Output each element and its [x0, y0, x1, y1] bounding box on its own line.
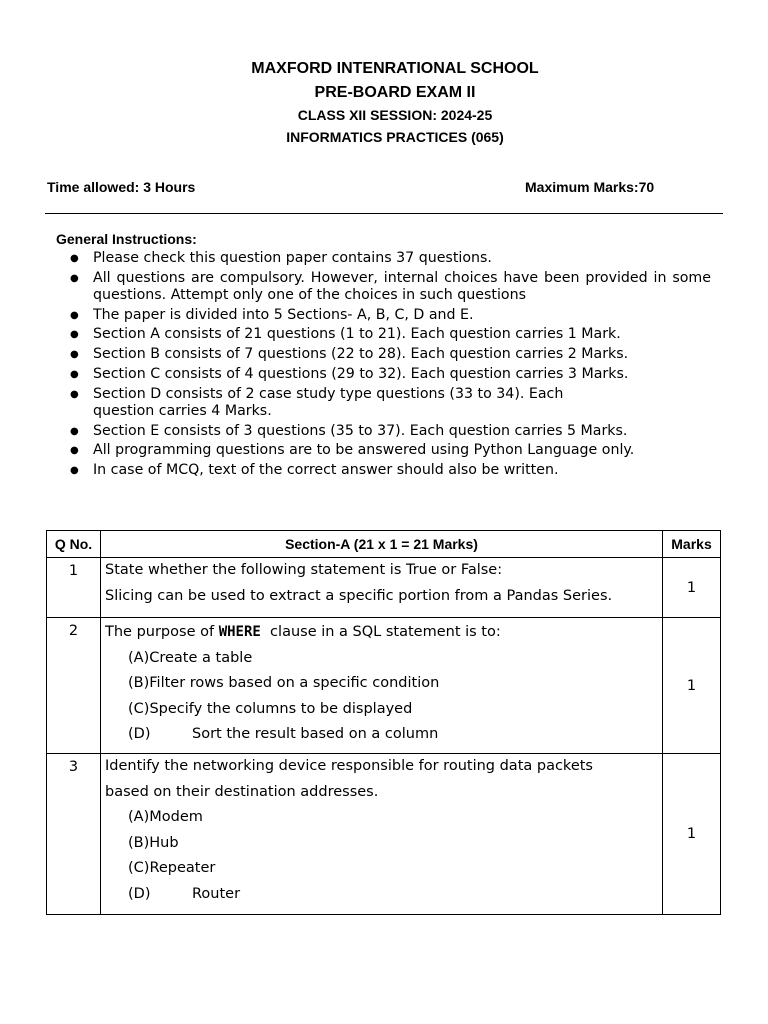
option-c: (C)Repeater — [128, 860, 216, 876]
question-text — [101, 754, 663, 915]
table-row — [47, 558, 721, 618]
section-a-table — [46, 530, 721, 915]
option-b: (B)Filter rows based on a specific condition — [128, 675, 440, 691]
instruction-item: ● Section A consists of 21 questions (1 to 21). Each question carries 1 Mark. — [70, 326, 711, 343]
instruction-item: ● All questions are compulsory. However, internal choices have been provided in some questions. Attempt only one of the choices in such questions — [70, 270, 711, 304]
option-a: (A)Create a table — [128, 649, 253, 666]
instruction-item: ● Section E consists of 3 questions (35 to 37). Each question carries 5 Marks. — [70, 423, 711, 440]
table-row — [47, 754, 721, 915]
option-a: (A)Modem — [128, 809, 203, 825]
instruction-item: ● Section D consists of 2 case study type questions (33 to 34). Each question carries 4 Marks. — [70, 386, 605, 420]
instruction-item: ● In case of MCQ, text of the correct answer should also be written. — [70, 462, 711, 479]
question-marks: 1 — [663, 558, 721, 618]
question-text — [101, 618, 663, 754]
instruction-item: ● Please check this question paper contains 37 questions. — [70, 250, 711, 267]
exam-title: PRE-BOARD EXAM II — [314, 84, 476, 101]
qno-header: Q No. — [47, 531, 101, 558]
table-header-row — [47, 531, 721, 558]
instruction-item: ● Section B consists of 7 questions (22 to 28). Each question carries 2 Marks. — [70, 346, 711, 363]
school-name: MAXFORD INTENRATIONAL SCHOOL — [251, 60, 539, 77]
question-marks: 1 — [663, 618, 721, 754]
instruction-item: ● Section C consists of 4 questions (29 to 32). Each question carries 3 Marks. — [70, 366, 711, 383]
question-line: Identify the networking device responsible for routing data packets — [105, 758, 593, 774]
option-b: (B)Hub — [128, 834, 179, 851]
general-instructions-heading: General Instructions: — [56, 231, 197, 247]
section-header: Section-A (21 x 1 = 21 Marks) — [101, 531, 663, 558]
question-number: 3 — [47, 754, 101, 915]
time-allowed: Time allowed: 3 Hours — [47, 179, 196, 195]
sql-keyword: WHERE — [218, 624, 261, 640]
marks-header: Marks — [663, 531, 721, 558]
option-c: (C)Specify the columns to be displayed — [128, 700, 413, 717]
question-text — [101, 558, 663, 618]
general-instructions-list — [70, 250, 711, 482]
question-line: Slicing can be used to extract a specific portion from a Pandas Series. — [105, 587, 613, 604]
table-row — [47, 618, 721, 754]
option-d: (D) Sort the result based on a column — [128, 726, 439, 742]
question-marks: 1 — [663, 754, 721, 915]
maximum-marks: Maximum Marks:70 — [525, 179, 655, 195]
question-number: 1 — [47, 558, 101, 618]
header-divider — [45, 213, 723, 214]
question-line: based on their destination addresses. — [105, 783, 379, 800]
subject-title: INFORMATICS PRACTICES (065) — [286, 129, 504, 145]
instruction-item: ● All programming questions are to be answered using Python Language only. — [70, 442, 711, 459]
instruction-item: ● The paper is divided into 5 Sections- A, B, C, D and E. — [70, 307, 711, 324]
option-d: (D) Router — [128, 885, 241, 902]
question-line: State whether the following statement is True or False: — [105, 562, 503, 578]
class-session: CLASS XII SESSION: 2024-25 — [297, 107, 493, 123]
question-stem: The purpose of WHERE clause in a SQL statement is to: — [105, 624, 501, 640]
question-number: 2 — [47, 618, 101, 754]
